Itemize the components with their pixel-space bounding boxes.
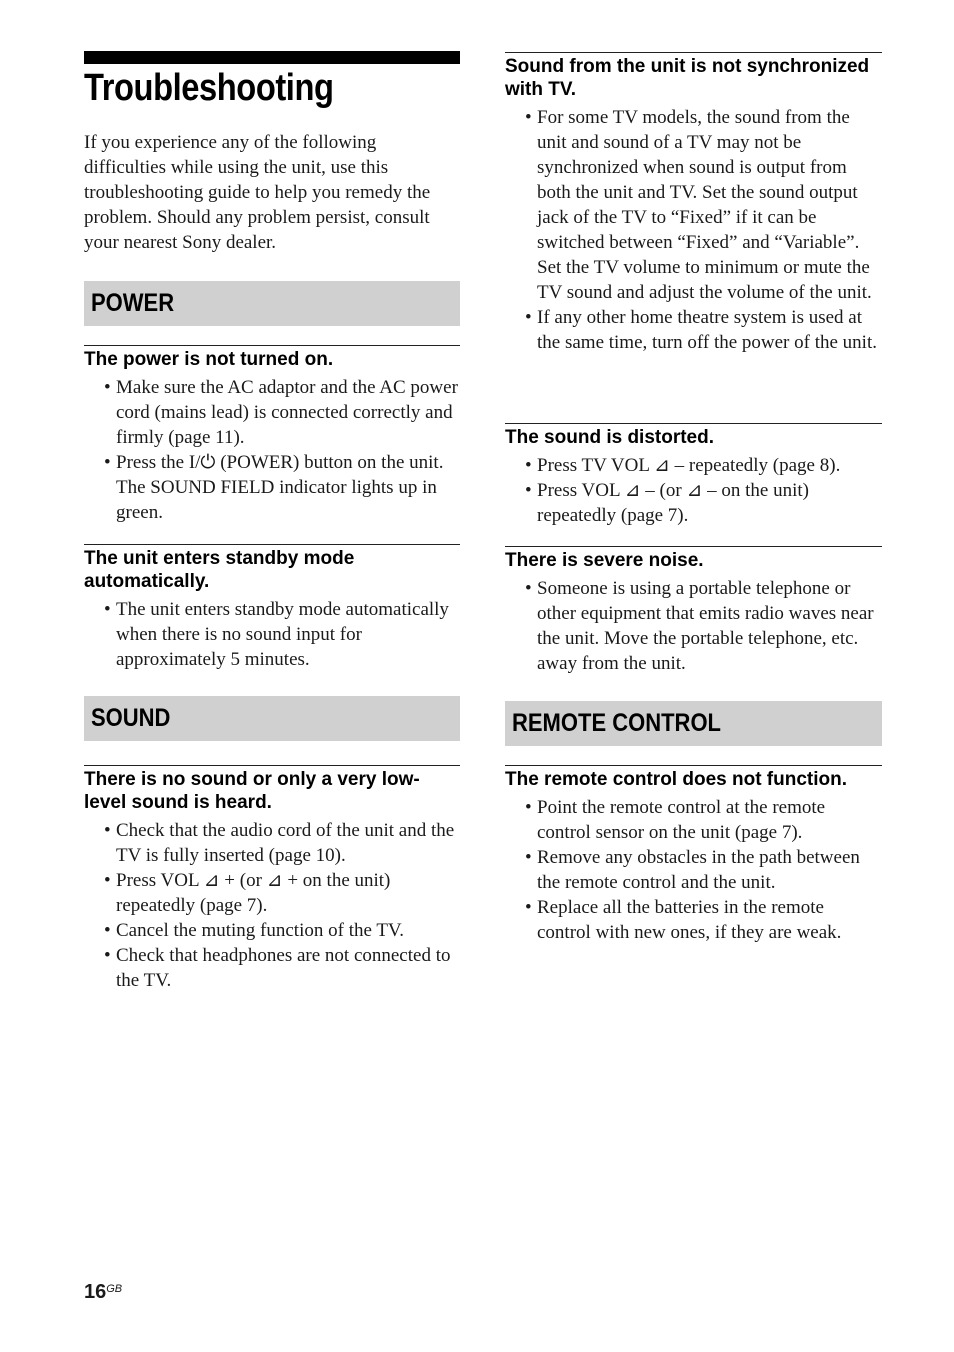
solution-item xyxy=(505,895,882,945)
bullet-icon: • xyxy=(525,578,532,599)
solution-item xyxy=(505,453,882,478)
page-number-value: 16 xyxy=(84,1281,107,1303)
solution-text: Press VOL ⊿ + (or ⊿ + on the unit) repeatedly (page 7). xyxy=(116,870,391,916)
bullet-icon: • xyxy=(104,599,111,620)
bullet-icon: • xyxy=(525,797,532,818)
solution-item xyxy=(84,818,460,868)
issue-remote-not-function xyxy=(505,765,882,945)
solution-item xyxy=(505,845,882,895)
solution-text: Check that headphones are not connected to the TV. xyxy=(116,945,451,991)
bullet-icon: • xyxy=(525,307,532,328)
solution-text: Press TV VOL ⊿ – repeatedly (page 8). xyxy=(537,455,841,476)
title-rule xyxy=(84,51,460,64)
solution-text: Check that the audio cord of the unit and the TV is fully inserted (page 10). xyxy=(116,820,455,866)
page-number-suffix: GB xyxy=(106,1283,123,1295)
solution-text: The unit enters standby mode automatically when there is no sound input for approximately 5 minutes. xyxy=(116,599,449,670)
solution-item xyxy=(84,450,460,525)
solution-text: Press the I/⏻ (POWER) button on the unit. The SOUND FIELD indicator lights up in green. xyxy=(116,452,444,523)
issue-title: Sound from the unit is not synchronized with TV. xyxy=(505,56,870,100)
solution-list xyxy=(505,795,882,945)
solution-text: For some TV models, the sound from the unit and sound of a TV may not be synchronized when sound is output from both the unit and TV. Set the sound output jack of the TV to “Fixed” if it can be switched between “Fixed” and “Variable”. Set the TV volume to minimum or mute the TV sound and adjust the volume of the unit. xyxy=(537,107,872,303)
issue-title: There is no sound or only a very low-level sound is heard. xyxy=(84,769,420,813)
bullet-icon: • xyxy=(104,870,111,891)
solution-item xyxy=(84,868,460,918)
bullet-icon: • xyxy=(525,107,532,128)
solution-item xyxy=(84,597,460,672)
section-label: REMOTE CONTROL xyxy=(512,709,721,737)
solution-item xyxy=(505,478,882,528)
section-header-remote-control xyxy=(505,701,882,746)
solution-item xyxy=(84,918,460,943)
solution-item xyxy=(505,105,882,305)
solution-list xyxy=(84,818,460,993)
solution-text: Replace all the batteries in the remote control with new ones, if they are weak. xyxy=(537,897,842,943)
solution-item xyxy=(84,943,460,993)
solution-list xyxy=(505,576,882,676)
page-title: Troubleshooting xyxy=(84,67,334,109)
section-header-sound xyxy=(84,696,460,741)
bullet-icon: • xyxy=(525,480,532,501)
issue-title: The unit enters standby mode automatically. xyxy=(84,548,355,592)
page-number xyxy=(84,1281,122,1304)
bullet-icon: • xyxy=(104,452,111,473)
issue-title: There is severe noise. xyxy=(505,550,704,571)
bullet-icon: • xyxy=(525,847,532,868)
solution-text: Make sure the AC adaptor and the AC power cord (mains lead) is connected correctly and firmly (page 11). xyxy=(116,377,458,448)
issue-not-synchronized xyxy=(505,52,882,355)
issue-standby-mode xyxy=(84,544,460,672)
solution-text: Point the remote control at the remote control sensor on the unit (page 7). xyxy=(537,797,826,843)
solution-item xyxy=(505,795,882,845)
solution-item xyxy=(505,305,882,355)
issue-severe-noise xyxy=(505,546,882,676)
issue-title: The power is not turned on. xyxy=(84,349,334,370)
bullet-icon: • xyxy=(525,897,532,918)
bullet-icon: • xyxy=(104,945,111,966)
issue-sound-distorted xyxy=(505,423,882,528)
bullet-icon: • xyxy=(104,820,111,841)
solution-text: Cancel the muting function of the TV. xyxy=(116,920,404,941)
section-header-power xyxy=(84,281,460,326)
solution-item xyxy=(84,375,460,450)
bullet-icon: • xyxy=(104,920,111,941)
solution-text: If any other home theatre system is used at the same time, turn off the power of the unit. xyxy=(537,307,877,353)
issue-title: The remote control does not function. xyxy=(505,769,847,790)
section-label: SOUND xyxy=(91,704,171,732)
solution-list xyxy=(505,453,882,528)
solution-item xyxy=(505,576,882,676)
issue-title: The sound is distorted. xyxy=(505,427,715,448)
intro-paragraph: If you experience any of the following difficulties while using the unit, use this troubleshooting guide to help you remedy the problem. Should any problem persist, consult your nearest Sony dealer. xyxy=(84,132,431,253)
bullet-icon: • xyxy=(104,377,111,398)
issue-no-sound xyxy=(84,765,460,993)
bullet-icon: • xyxy=(525,455,532,476)
issue-power-not-on xyxy=(84,345,460,525)
solution-list xyxy=(505,105,882,355)
solution-text: Remove any obstacles in the path between the remote control and the unit. xyxy=(537,847,860,893)
section-label: POWER xyxy=(91,289,175,317)
solution-text: Someone is using a portable telephone or other equipment that emits radio waves near the unit. Move the portable telephone, etc. away from the unit. xyxy=(537,578,874,674)
solution-list xyxy=(84,375,460,525)
solution-list xyxy=(84,597,460,672)
solution-text: Press VOL ⊿ – (or ⊿ – on the unit) repeatedly (page 7). xyxy=(537,480,809,526)
